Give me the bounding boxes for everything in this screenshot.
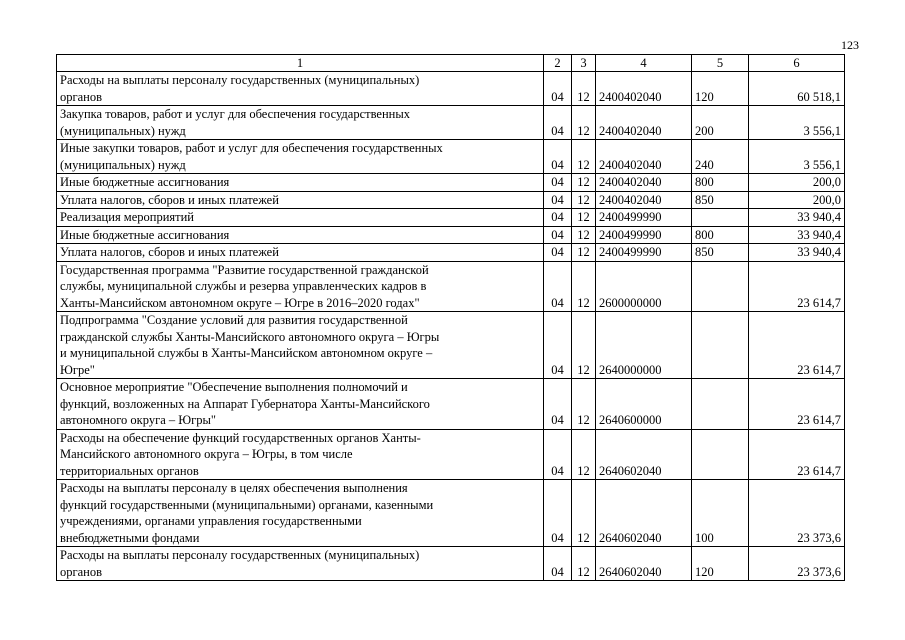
row-section-cell: 04 (544, 547, 572, 581)
page-number: 123 (841, 38, 859, 52)
row-name-line: Расходы на выплаты персоналу государственных (муниципальных) (60, 548, 420, 562)
row-name-line: органов (60, 89, 103, 104)
row-amount-cell: 23 614,7 (749, 429, 845, 480)
row-name-line: службы, муниципальной службы и резерва управленческих кадров в (60, 279, 427, 293)
row-name-cell (57, 312, 544, 379)
row-subsection-cell: 12 (572, 226, 596, 244)
header-cell-type: 5 (692, 55, 749, 72)
row-code-cell: 2640602040 (596, 480, 692, 547)
row-subsection-cell: 12 (572, 429, 596, 480)
row-name-cell (57, 191, 544, 209)
row-code-cell: 2400402040 (596, 72, 692, 106)
row-name-line: территориальных органов (60, 463, 199, 478)
row-name-line: Реализация мероприятий (60, 210, 194, 224)
row-name-line: Подпрограмма "Создание условий для развития государственной (60, 313, 408, 327)
row-name-line: Уплата налогов, сборов и иных платежей (60, 245, 279, 259)
row-name-cell (57, 209, 544, 227)
header-cell-section: 2 (544, 55, 572, 72)
row-amount-cell: 23 614,7 (749, 379, 845, 430)
row-name-cell (57, 140, 544, 174)
table-row (57, 429, 845, 480)
row-name-cell (57, 244, 544, 262)
row-code-cell: 2640000000 (596, 312, 692, 379)
row-amount-cell: 33 940,4 (749, 226, 845, 244)
row-type-cell (692, 209, 749, 227)
row-code-cell: 2400499990 (596, 244, 692, 262)
row-amount-cell: 3 556,1 (749, 140, 845, 174)
row-section-cell: 04 (544, 191, 572, 209)
table-row (57, 174, 845, 192)
table-body (57, 72, 845, 581)
row-code-cell: 2400499990 (596, 209, 692, 227)
row-type-cell: 240 (692, 140, 749, 174)
row-name-line: внебюджетными фондами (60, 530, 200, 545)
row-name-line: Расходы на выплаты персоналу в целях обеспечения выполнения (60, 481, 408, 495)
table-row (57, 261, 845, 312)
row-type-cell: 120 (692, 547, 749, 581)
row-name-line: и муниципальной службы в Ханты-Мансийском автономном округе – (60, 346, 433, 360)
row-amount-cell: 33 940,4 (749, 244, 845, 262)
table-row (57, 547, 845, 581)
row-subsection-cell: 12 (572, 312, 596, 379)
row-section-cell: 04 (544, 480, 572, 547)
row-name-line: функций государственными (муниципальными) органами, казенными (60, 497, 434, 512)
header-row (57, 55, 845, 72)
row-subsection-cell: 12 (572, 379, 596, 430)
row-section-cell: 04 (544, 312, 572, 379)
row-code-cell: 2400402040 (596, 106, 692, 140)
row-name-line: Иные бюджетные ассигнования (60, 175, 230, 189)
row-subsection-cell: 12 (572, 191, 596, 209)
row-code-cell: 2640602040 (596, 547, 692, 581)
row-name-line: (муниципальных) нужд (60, 123, 186, 138)
row-section-cell: 04 (544, 244, 572, 262)
row-section-cell: 04 (544, 226, 572, 244)
row-subsection-cell: 12 (572, 174, 596, 192)
row-name-cell (57, 547, 544, 581)
row-type-cell: 850 (692, 244, 749, 262)
row-type-cell (692, 312, 749, 379)
row-name-cell (57, 72, 544, 106)
table-row (57, 191, 845, 209)
table-row (57, 106, 845, 140)
row-amount-cell: 200,0 (749, 191, 845, 209)
row-name-cell (57, 261, 544, 312)
header-cell-name: 1 (57, 55, 544, 72)
row-type-cell: 200 (692, 106, 749, 140)
row-name-line: Основное мероприятие "Обеспечение выполнения полномочий и (60, 380, 408, 394)
row-name-cell (57, 379, 544, 430)
row-name-line: функций, возложенных на Аппарат Губернатора Ханты-Мансийского (60, 396, 430, 411)
table-row (57, 140, 845, 174)
row-amount-cell: 60 518,1 (749, 72, 845, 106)
row-subsection-cell: 12 (572, 261, 596, 312)
row-name-line: Расходы на выплаты персоналу государственных (муниципальных) (60, 73, 420, 87)
row-name-line: Югре" (60, 362, 95, 377)
row-amount-cell: 23 614,7 (749, 261, 845, 312)
budget-table (56, 54, 845, 581)
row-type-cell: 120 (692, 72, 749, 106)
row-section-cell: 04 (544, 106, 572, 140)
table-row (57, 226, 845, 244)
row-code-cell: 2640600000 (596, 379, 692, 430)
table-row (57, 244, 845, 262)
table-row (57, 209, 845, 227)
row-name-line: Иные закупки товаров, работ и услуг для обеспечения государственных (60, 141, 443, 155)
row-amount-cell: 23 614,7 (749, 312, 845, 379)
table-row (57, 72, 845, 106)
row-section-cell: 04 (544, 261, 572, 312)
row-section-cell: 04 (544, 174, 572, 192)
row-section-cell: 04 (544, 429, 572, 480)
row-subsection-cell: 12 (572, 72, 596, 106)
row-subsection-cell: 12 (572, 106, 596, 140)
row-name-line: автономного округа – Югры" (60, 413, 216, 427)
row-section-cell: 04 (544, 140, 572, 174)
row-type-cell: 850 (692, 191, 749, 209)
row-name-line: Мансийского автономного округа – Югры, в том числе (60, 447, 353, 461)
row-code-cell: 2600000000 (596, 261, 692, 312)
row-code-cell: 2400402040 (596, 140, 692, 174)
row-type-cell: 800 (692, 226, 749, 244)
row-subsection-cell: 12 (572, 547, 596, 581)
row-type-cell: 100 (692, 480, 749, 547)
row-name-line: Уплата налогов, сборов и иных платежей (60, 192, 279, 207)
table-row (57, 379, 845, 430)
row-name-cell (57, 174, 544, 192)
row-name-line: Государственная программа "Развитие государственной гражданской (60, 262, 429, 277)
row-code-cell: 2640602040 (596, 429, 692, 480)
row-name-line: органов (60, 564, 103, 579)
row-name-line: Ханты-Мансийском автономном округе – Югре в 2016–2020 годах" (60, 295, 420, 310)
row-name-line: (муниципальных) нужд (60, 157, 186, 172)
row-amount-cell: 200,0 (749, 174, 845, 192)
row-name-line: Закупка товаров, работ и услуг для обеспечения государственных (60, 107, 411, 121)
row-code-cell: 2400402040 (596, 174, 692, 192)
row-section-cell: 04 (544, 379, 572, 430)
row-name-line: гражданской службы Ханты-Мансийского автономного округа – Югры (60, 329, 440, 344)
row-name-cell (57, 429, 544, 480)
row-amount-cell: 23 373,6 (749, 480, 845, 547)
row-subsection-cell: 12 (572, 140, 596, 174)
row-subsection-cell: 12 (572, 480, 596, 547)
row-amount-cell: 23 373,6 (749, 547, 845, 581)
row-name-cell (57, 480, 544, 547)
row-subsection-cell: 12 (572, 209, 596, 227)
row-section-cell: 04 (544, 72, 572, 106)
row-name-line: учреждениями, органами управления государственными (60, 514, 362, 528)
row-name-line: Иные бюджетные ассигнования (60, 227, 230, 242)
row-name-cell (57, 226, 544, 244)
row-amount-cell: 33 940,4 (749, 209, 845, 227)
row-type-cell (692, 261, 749, 312)
header-cell-subsection: 3 (572, 55, 596, 72)
row-type-cell (692, 429, 749, 480)
row-code-cell: 2400402040 (596, 191, 692, 209)
header-cell-code: 4 (596, 55, 692, 72)
header-cell-amount: 6 (749, 55, 845, 72)
row-amount-cell: 3 556,1 (749, 106, 845, 140)
row-type-cell: 800 (692, 174, 749, 192)
row-subsection-cell: 12 (572, 244, 596, 262)
row-name-cell (57, 106, 544, 140)
row-section-cell: 04 (544, 209, 572, 227)
row-code-cell: 2400499990 (596, 226, 692, 244)
row-name-line: Расходы на обеспечение функций государственных органов Ханты- (60, 430, 421, 445)
table-row (57, 312, 845, 379)
table-row (57, 480, 845, 547)
row-type-cell (692, 379, 749, 430)
